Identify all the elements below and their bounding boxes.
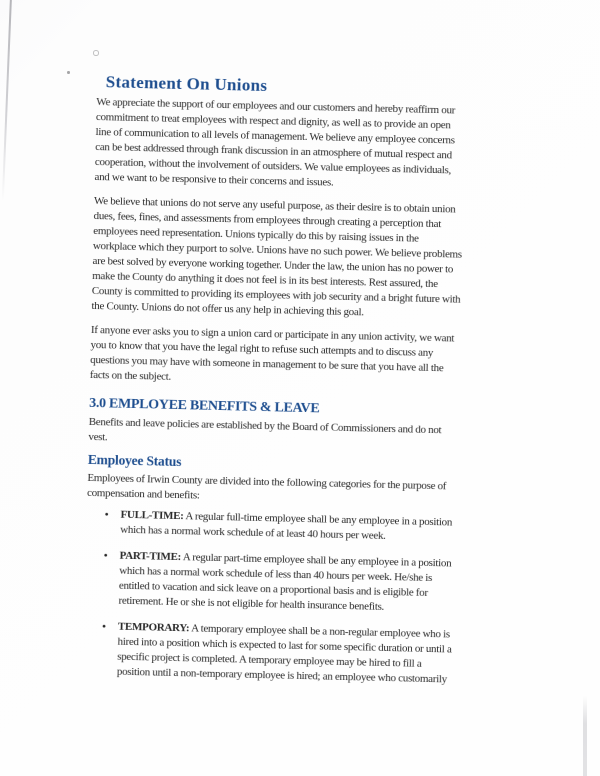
- section-benefits: [88, 395, 525, 455]
- scan-speck: [67, 71, 70, 74]
- part-time-text: A regular part-time employee shall be any employee in a position which has a normal work schedule of less than 40 hours per week. He/she is entitled to vacation and sick leave on a proportional basis and is eligible for retirement. He or she is not eligible for health insurance benefits.: [118, 551, 452, 613]
- document-content: [82, 72, 532, 700]
- section-unions: [90, 72, 533, 393]
- employee-status-heading: Employee Status: [87, 451, 182, 470]
- unions-heading: Statement On Unions: [105, 72, 268, 96]
- temporary-definition: [117, 620, 520, 689]
- list-item-full-time: [86, 507, 523, 547]
- full-time-label: FULL-TIME:: [120, 508, 184, 523]
- full-time-definition: [120, 508, 523, 547]
- list-item-temporary: [83, 619, 520, 689]
- unions-paragraph-2: We believe that unions do not serve any useful purpose, as their desire is to obtain union dues, fees, fines, and assessments from employees through creating a perception that employees need representation. Unions typically do this by raising issues in the workplace which they purport to solve. Unions have no such power. We believe problems are best solved by everyone working together. Under the law, the union has no power to make the County do anything it does not feel is in its best interests. Rest assured, the County is committed to providing its employees with job security and a bright future with the County. Unions do not offer us any help in achieving this goal.: [91, 194, 462, 319]
- bullet-icon: •: [103, 548, 108, 563]
- section-employee-status: [83, 451, 524, 689]
- unions-paragraph-1: We appreciate the support of our employees and our customers and hereby reaffirm our commitment to treat employees with respect and dignity, as well as to provide an open line of communication to all levels of management. We believe any employee concerns can be best addressed through frank discussion in an atmosphere of mutual respect and cooperation, without the involvement of outsiders. We value employees as individuals, and we want to be responsive to their concerns and issues.: [94, 95, 456, 189]
- unions-paragraph-3: If anyone ever asks you to sign a union card or participate in any union activity, we want you to know that you have the legal right to refuse such attempts and to discuss any questions you may have with someone in management to be sure that you have all the facts on the subject.: [89, 323, 455, 383]
- temporary-text: A temporary employee shall be a non-regular employee who is hired into a position which is expected to last for some specific duration or until a specific project is completed. A temporary employee may be hired to fill a position until a non-temporary employee is hired; an employee who customarily: [116, 622, 452, 686]
- list-item-part-time: [84, 548, 521, 618]
- bullet-icon: •: [104, 507, 109, 522]
- part-time-label: PART-TIME:: [119, 549, 182, 564]
- employee-status-list: [83, 507, 523, 689]
- scan-speck: [93, 50, 99, 56]
- part-time-definition: [118, 549, 521, 618]
- benefits-intro: Benefits and leave policies are established by the Board of Commissioners and do not vest.: [88, 415, 442, 444]
- bullet-icon: •: [101, 619, 107, 634]
- employee-status-intro: Employees of Irwin County are divided into the following categories for the purpose of compensation and benefits:: [86, 471, 447, 502]
- full-time-text: A regular full-time employee shall be any employee in a position which has a normal work schedule of at least 40 hours per week.: [120, 510, 453, 542]
- scan-smudge: [583, 696, 587, 776]
- temporary-label: TEMPORARY:: [117, 620, 190, 635]
- benefits-heading: 3.0 EMPLOYEE BENEFITS & LEAVE: [89, 395, 320, 417]
- scan-edge-line: [2, 0, 12, 201]
